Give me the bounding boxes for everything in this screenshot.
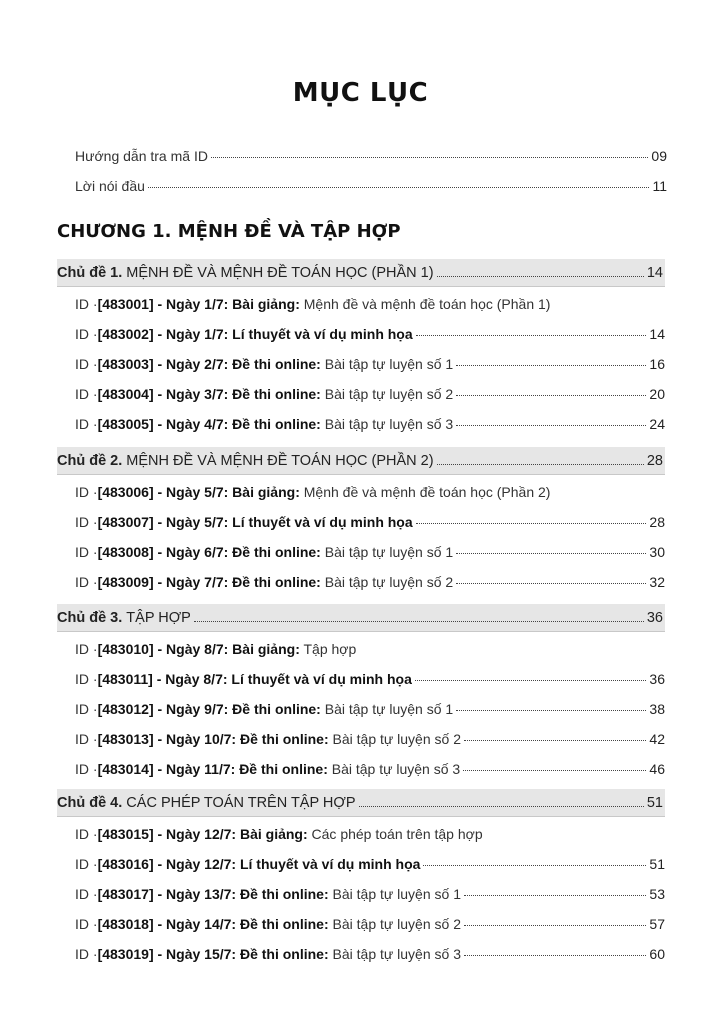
- entry-id-prefix: ID ·: [75, 886, 98, 902]
- toc-entry[interactable]: [75, 356, 665, 372]
- dot-leader: [463, 770, 646, 771]
- entry-code: [483014] - Ngày 11/7: Đề thi online:: [97, 761, 328, 777]
- entry-title: Bài tập tự luyện số 3: [320, 416, 454, 432]
- entry-id-prefix: ID ·: [75, 296, 98, 312]
- toc-entry[interactable]: [75, 701, 665, 717]
- entry-code: [483002] - Ngày 1/7: Lí thuyết và ví dụ minh họa: [97, 326, 413, 342]
- topic-page: 51: [646, 794, 663, 811]
- entry-title: Bài tập tự luyện số 2: [328, 916, 461, 932]
- entry-id-prefix: ID ·: [75, 701, 98, 717]
- toc-entry[interactable]: [75, 296, 665, 312]
- toc-entry[interactable]: [75, 326, 665, 342]
- entry-id-prefix: ID ·: [75, 416, 98, 432]
- entry-id-prefix: ID ·: [75, 574, 98, 590]
- toc-entry[interactable]: [75, 484, 665, 500]
- toc-front-item[interactable]: [75, 148, 667, 164]
- entry-title: Bài tập tự luyện số 1: [320, 544, 454, 560]
- dot-leader: [456, 583, 646, 584]
- entry-id-prefix: ID ·: [75, 514, 98, 530]
- entry-code: [483016] - Ngày 12/7: Lí thuyết và ví dụ minh họa: [97, 856, 421, 872]
- toc-entry[interactable]: [75, 731, 665, 747]
- entry-title: Bài tập tự luyện số 2: [320, 574, 454, 590]
- topic-page: 14: [646, 264, 663, 281]
- dot-leader: [456, 710, 646, 711]
- entry-id-prefix: ID ·: [75, 731, 98, 747]
- entry-title: Bài tập tự luyện số 2: [320, 386, 454, 402]
- toc-item-page: 11: [652, 178, 667, 194]
- entry-id-prefix: ID ·: [75, 386, 98, 402]
- toc-entry[interactable]: [75, 761, 665, 777]
- entry-title: Bài tập tự luyện số 3: [327, 761, 461, 777]
- toc-entry[interactable]: [75, 916, 665, 932]
- entry-code: [483010] - Ngày 8/7: Bài giảng:: [97, 641, 300, 657]
- entry-id-prefix: ID ·: [75, 671, 98, 687]
- dot-leader: [464, 925, 646, 926]
- dot-leader: [416, 335, 647, 336]
- topic-title: MỆNH ĐỀ VÀ MỆNH ĐỀ TOÁN HỌC (PHẦN 1): [126, 264, 434, 281]
- dot-leader: [456, 425, 646, 426]
- entry-id-prefix: ID ·: [75, 326, 98, 342]
- toc-entry[interactable]: [75, 416, 665, 432]
- dot-leader: [194, 621, 644, 622]
- topic-title: MỆNH ĐỀ VÀ MỆNH ĐỀ TOÁN HỌC (PHẦN 2): [126, 452, 434, 469]
- dot-leader: [464, 955, 646, 956]
- topic-prefix: Chủ đề 4.: [57, 794, 123, 811]
- entry-title: Bài tập tự luyện số 1: [320, 701, 454, 717]
- dot-leader: [148, 187, 650, 188]
- entry-title: Tập hợp: [299, 641, 357, 657]
- topic-page: 28: [646, 452, 663, 469]
- entry-code: [483018] - Ngày 14/7: Đề thi online:: [97, 916, 329, 932]
- entry-code: [483005] - Ngày 4/7: Đề thi online:: [97, 416, 321, 432]
- dot-leader: [464, 740, 646, 741]
- entry-code: [483003] - Ngày 2/7: Đề thi online:: [97, 356, 321, 372]
- entry-code: [483012] - Ngày 9/7: Đề thi online:: [97, 701, 321, 717]
- entry-code: [483013] - Ngày 10/7: Đề thi online:: [97, 731, 329, 747]
- entry-page: 60: [649, 946, 665, 962]
- entry-page: 57: [649, 916, 665, 932]
- topic-heading[interactable]: [57, 604, 665, 632]
- entry-code: [483006] - Ngày 5/7: Bài giảng:: [97, 484, 300, 500]
- toc-item-label: Lời nói đầu: [75, 178, 145, 194]
- dot-leader: [416, 523, 647, 524]
- topic-prefix: Chủ đề 2.: [57, 452, 123, 469]
- topic-heading[interactable]: [57, 789, 665, 817]
- toc-entry[interactable]: [75, 826, 665, 842]
- toc-entry[interactable]: [75, 514, 665, 530]
- dot-leader: [464, 895, 646, 896]
- entry-title: Bài tập tự luyện số 1: [328, 886, 461, 902]
- topic-prefix: Chủ đề 1.: [57, 264, 123, 281]
- entry-code: [483019] - Ngày 15/7: Đề thi online:: [97, 946, 329, 962]
- toc-front-item[interactable]: [75, 178, 667, 194]
- entry-code: [483011] - Ngày 8/7: Lí thuyết và ví dụ minh họa: [97, 671, 412, 687]
- entry-title: Mệnh đề và mệnh đề toán học (Phần 1): [299, 296, 551, 312]
- chapter-heading: CHƯƠNG 1. MỆNH ĐỀ VÀ TẬP HỢP: [57, 221, 401, 242]
- page-title: MỤC LỤC: [292, 78, 429, 108]
- entry-id-prefix: ID ·: [75, 946, 98, 962]
- entry-id-prefix: ID ·: [75, 544, 98, 560]
- topic-heading[interactable]: [57, 259, 665, 287]
- entry-code: [483007] - Ngày 5/7: Lí thuyết và ví dụ minh họa: [97, 514, 413, 530]
- entry-page: 46: [649, 761, 665, 777]
- dot-leader: [415, 680, 647, 681]
- topic-prefix: Chủ đề 3.: [57, 609, 123, 626]
- entry-title: Bài tập tự luyện số 1: [320, 356, 454, 372]
- entry-code: [483015] - Ngày 12/7: Bài giảng:: [97, 826, 308, 842]
- toc-entry[interactable]: [75, 641, 665, 657]
- entry-page: 24: [649, 416, 665, 432]
- toc-entry[interactable]: [75, 574, 665, 590]
- toc-entry[interactable]: [75, 856, 665, 872]
- dot-leader: [211, 157, 648, 158]
- entry-title: Mệnh đề và mệnh đề toán học (Phần 2): [299, 484, 551, 500]
- toc-entry[interactable]: [75, 544, 665, 560]
- entry-code: [483017] - Ngày 13/7: Đề thi online:: [97, 886, 329, 902]
- toc-entry[interactable]: [75, 886, 665, 902]
- entry-code: [483001] - Ngày 1/7: Bài giảng:: [97, 296, 300, 312]
- entry-id-prefix: ID ·: [75, 356, 98, 372]
- entry-page: 30: [649, 544, 665, 560]
- entry-code: [483008] - Ngày 6/7: Đề thi online:: [97, 544, 321, 560]
- topic-title: CÁC PHÉP TOÁN TRÊN TẬP HỢP: [126, 794, 356, 811]
- entry-page: 32: [649, 574, 665, 590]
- entry-page: 14: [649, 326, 665, 342]
- entry-page: 38: [649, 701, 665, 717]
- entry-title: Bài tập tự luyện số 2: [328, 731, 461, 747]
- topic-heading[interactable]: [57, 447, 665, 475]
- topic-title: TẬP HỢP: [126, 609, 191, 626]
- toc-item-page: 09: [651, 148, 667, 164]
- entry-page: 36: [649, 671, 665, 687]
- topic-page: 36: [646, 609, 663, 626]
- toc-entry[interactable]: [75, 671, 665, 687]
- entry-id-prefix: ID ·: [75, 826, 98, 842]
- entry-id-prefix: ID ·: [75, 761, 98, 777]
- entry-code: [483009] - Ngày 7/7: Đề thi online:: [97, 574, 321, 590]
- entry-code: [483004] - Ngày 3/7: Đề thi online:: [97, 386, 321, 402]
- entry-title: Bài tập tự luyện số 3: [328, 946, 461, 962]
- entry-id-prefix: ID ·: [75, 641, 98, 657]
- entry-page: 28: [649, 514, 665, 530]
- toc-item-label: Hướng dẫn tra mã ID: [75, 148, 208, 164]
- dot-leader: [359, 806, 644, 807]
- dot-leader: [423, 865, 646, 866]
- dot-leader: [456, 553, 646, 554]
- entry-page: 53: [649, 886, 665, 902]
- toc-entry[interactable]: [75, 386, 665, 402]
- entry-page: 16: [649, 356, 665, 372]
- dot-leader: [437, 464, 644, 465]
- entry-id-prefix: ID ·: [75, 856, 98, 872]
- dot-leader: [437, 276, 644, 277]
- entry-title: Các phép toán trên tập hợp: [307, 826, 483, 842]
- entry-page: 51: [649, 856, 665, 872]
- dot-leader: [456, 365, 646, 366]
- entry-id-prefix: ID ·: [75, 484, 98, 500]
- dot-leader: [456, 395, 646, 396]
- entry-id-prefix: ID ·: [75, 916, 98, 932]
- toc-entry[interactable]: [75, 946, 665, 962]
- entry-page: 20: [649, 386, 665, 402]
- entry-page: 42: [649, 731, 665, 747]
